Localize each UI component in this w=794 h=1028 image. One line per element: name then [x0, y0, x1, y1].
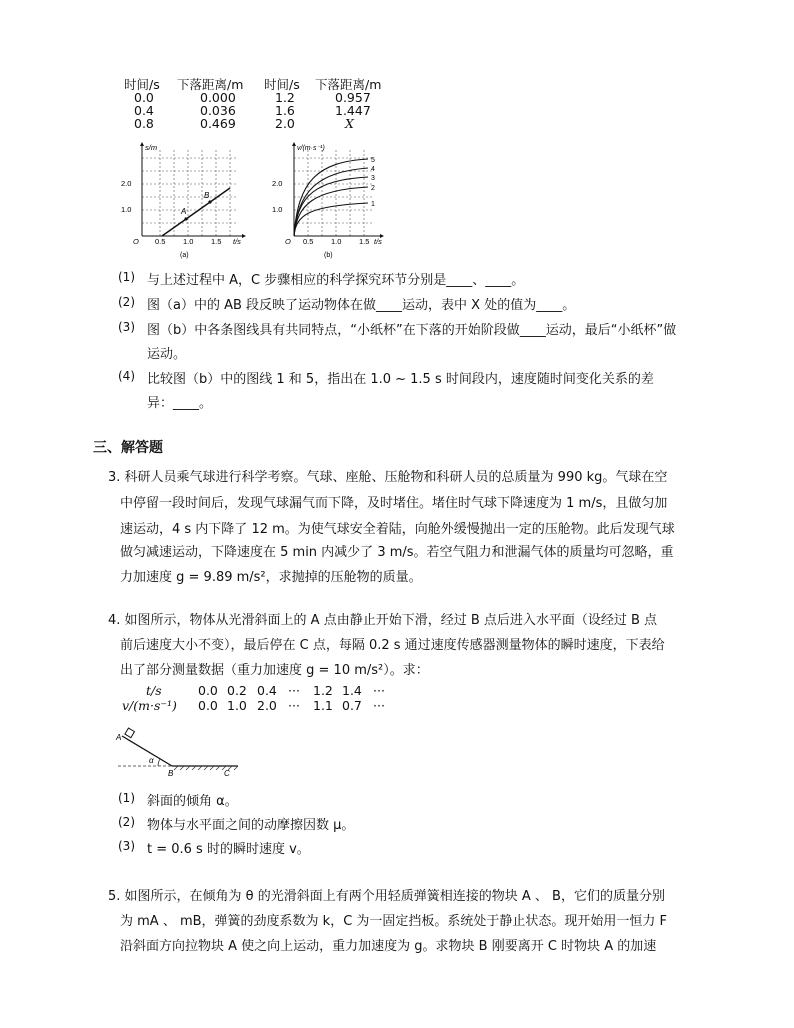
point-b-label: B — [204, 191, 210, 200]
table-cell: 2.0 — [275, 116, 295, 131]
origin-label: O — [285, 237, 291, 246]
table-header: 下落距离/m — [177, 77, 244, 92]
table-cell: 0.036 — [200, 103, 236, 118]
q3-line: 中停留一段时间后，发现气球漏气而下降，及时堵住。堵住时气球下降速度为 1 m/s，且做匀加 — [120, 496, 668, 511]
incline-figure — [114, 726, 244, 780]
question-number: (3) — [118, 839, 135, 853]
graph-b — [268, 140, 392, 260]
table-cell: 1.0 — [227, 698, 247, 713]
point-c-label: C — [224, 769, 230, 778]
table-header: 时间/s — [124, 77, 160, 92]
y-axis-label: v/(m·s⁻¹) — [297, 145, 325, 152]
y-axis-label: s/m — [145, 143, 158, 152]
x-tick-label: 1.5 — [359, 237, 370, 246]
block-icon — [125, 728, 135, 738]
question-text: 运动。 — [147, 347, 187, 362]
question-number: (1) — [118, 270, 135, 284]
question-number: (3) — [118, 320, 135, 334]
question-text: t = 0.6 s 时的瞬时速度 v。 — [147, 842, 310, 857]
curve-label: 2 — [371, 185, 375, 192]
table-cell: 0.000 — [200, 90, 236, 105]
question-text: 物体与水平面之间的动摩擦因数 μ。 — [147, 818, 355, 833]
y-axis-arrow-icon — [140, 142, 144, 146]
x-axis-label: t/s — [233, 237, 241, 246]
question-text: 比较图（b）中的图线 1 和 5，指出在 1.0 ~ 1.5 s 时间段内，速度随时间变化关系的差 — [147, 372, 654, 387]
point-b — [208, 200, 211, 203]
q3-line: 速运动，4 s 内下降了 12 m。为使气球安全着陆，向舱外缓慢抛出一定的压舱物。此后发现气球 — [120, 522, 675, 537]
x-tick-label: 1.5 — [211, 237, 222, 246]
q5-line: 沿斜面方向拉物块 A 使之向上运动，重力加速度为 g。求物块 B 刚要离开 C 时物块 A 的加速 — [120, 939, 657, 954]
y-tick-label: 1.0 — [121, 205, 132, 214]
question-text: 异：____。 — [147, 396, 213, 411]
table-cell: 2.0 — [257, 698, 277, 713]
x-axis-label: t/s — [374, 237, 382, 246]
graph-caption: (a) — [180, 252, 189, 259]
y-tick-label: 2.0 — [121, 179, 132, 188]
table-cell: 1.4 — [342, 683, 362, 698]
table-row-label: v/(m·s⁻¹) — [122, 698, 177, 713]
q3-line: 3. 科研人员乘气球进行科学考察。气球、座舱、压舱物和科研人员的总质量为 990 kg。气球在空 — [108, 470, 668, 485]
table-cell: 0.0 — [134, 90, 154, 105]
q4-line: 4. 如图所示，物体从光滑斜面上的 A 点由静止开始下滑，经过 B 点后进入水平面（设经过 B 点 — [108, 613, 658, 628]
graph-caption: (b) — [324, 252, 333, 259]
x-tick-label: 1.0 — [183, 237, 194, 246]
table-cell: 0.957 — [335, 90, 371, 105]
table-cell: 1.447 — [335, 103, 371, 118]
question-text: 图（a）中的 AB 段反映了运动物体在做____运动，表中 X 处的值为____。 — [147, 298, 576, 313]
angle-label: α — [149, 756, 154, 765]
question-text: 图（b）中各条图线具有共同特点，“小纸杯”在下落的开始阶段做____运动，最后“小纸杯”做 — [147, 323, 677, 338]
x-axis-arrow-icon — [242, 234, 246, 238]
q5-line: 5. 如图所示，在倾角为 θ 的光滑斜面上有两个用轻质弹簧相连接的物块 A 、 B，它们的质量分别 — [108, 889, 665, 904]
table-cell: 0.8 — [134, 116, 154, 131]
grid-lines — [294, 150, 372, 236]
curve-label: 1 — [371, 201, 375, 208]
table-cell: 0.4 — [257, 683, 277, 698]
curve-label: 4 — [371, 166, 375, 173]
question-number: (2) — [118, 295, 135, 309]
angle-arc — [158, 759, 160, 766]
q5-line: 为 mA 、 mB，弹簧的劲度系数为 k，C 为一固定挡板。系统处于静止状态。现开始用一恒力 F — [120, 914, 668, 929]
q4-data-table — [120, 684, 410, 716]
table-cell: 0.469 — [200, 116, 236, 131]
table-header: 下落距离/m — [315, 77, 382, 92]
table-cell: 0.2 — [227, 683, 247, 698]
table-cell: ··· — [373, 683, 385, 698]
table-cell: ··· — [288, 683, 300, 698]
y-axis-arrow-icon — [292, 142, 296, 146]
table-cell: 1.1 — [313, 698, 333, 713]
point-b-label: B — [168, 769, 174, 778]
curve-2 — [294, 187, 368, 236]
ab-line — [162, 188, 230, 236]
x-tick-label: 1.0 — [331, 237, 342, 246]
table-cell: 0.0 — [198, 683, 218, 698]
y-tick-label: 1.0 — [272, 205, 283, 214]
question-text: 斜面的倾角 α。 — [147, 794, 238, 809]
question-number: (4) — [118, 369, 135, 383]
q3-line: 力加速度 g = 9.89 m/s²，求抛掉的压舱物的质量。 — [120, 570, 422, 585]
curve-label: 5 — [371, 157, 375, 164]
point-a — [184, 217, 187, 220]
origin-label: O — [133, 237, 139, 246]
incline-surface — [122, 736, 172, 766]
data-table-1 — [118, 78, 408, 134]
table-cell: 1.2 — [275, 90, 295, 105]
point-a-label: A — [116, 733, 122, 742]
question-number: (2) — [118, 815, 135, 829]
question-text: 与上述过程中 A，C 步骤相应的科学探究环节分别是____、____。 — [147, 273, 525, 288]
curve-label: 3 — [371, 175, 375, 182]
x-tick-label: 0.5 — [155, 237, 166, 246]
y-tick-label: 2.0 — [272, 179, 283, 188]
q3-line: 做匀减速运动，下降速度在 5 min 内减少了 3 m/s。若空气阻力和泄漏气体的质量均可忽略，重 — [120, 545, 674, 560]
q4-line: 出了部分测量数据（重力加速度 g = 10 m/s²）。求： — [120, 663, 429, 678]
question-number: (1) — [118, 791, 135, 805]
table-cell: 1.6 — [275, 103, 295, 118]
table-cell: X — [345, 116, 354, 131]
point-a-label: A — [181, 207, 187, 216]
table-cell: 1.2 — [313, 683, 333, 698]
table-cell: ··· — [288, 698, 300, 713]
graph-a — [118, 140, 250, 260]
table-row-label: t/s — [146, 683, 162, 698]
table-header: 时间/s — [264, 77, 300, 92]
table-cell: 0.7 — [342, 698, 362, 713]
table-cell: 0.0 — [198, 698, 218, 713]
section-title: 三、解答题 — [93, 440, 163, 456]
q4-line: 前后速度大小不变），最后停在 C 点，每隔 0.2 s 通过速度传感器测量物体的瞬时速度，下表给 — [120, 638, 665, 653]
table-cell: ··· — [373, 698, 385, 713]
x-tick-label: 0.5 — [303, 237, 314, 246]
curve-1 — [294, 203, 368, 236]
table-cell: 0.4 — [134, 103, 154, 118]
